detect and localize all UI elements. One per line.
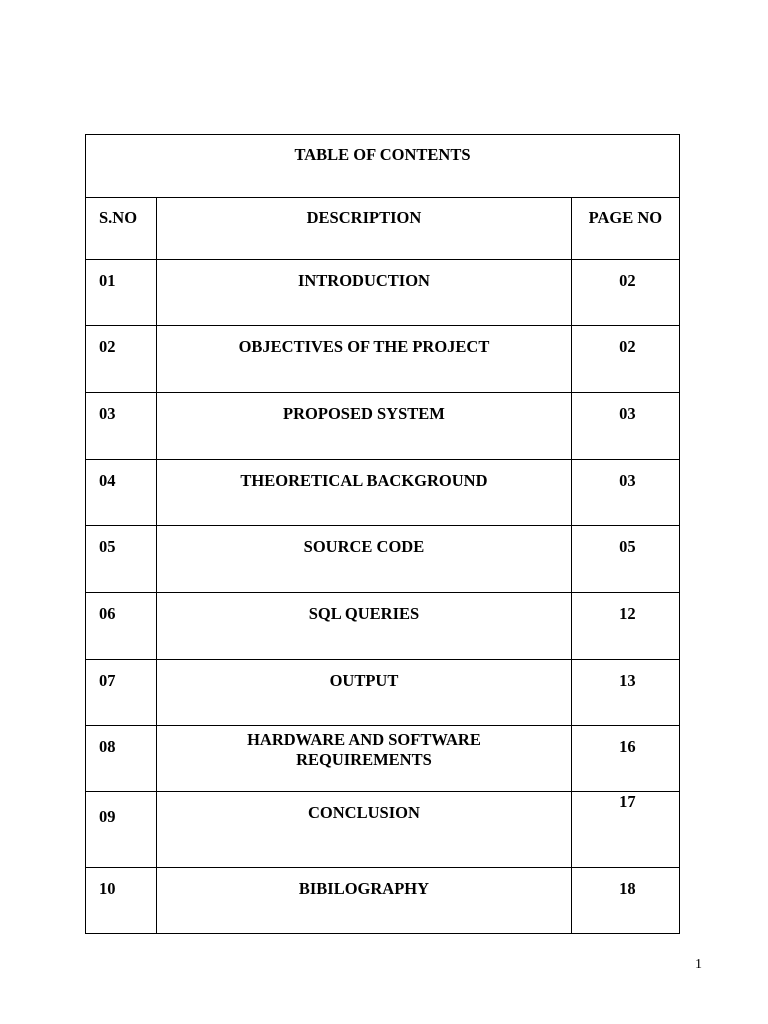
header-description: DESCRIPTION: [306, 208, 422, 227]
toc-title: TABLE OF CONTENTS: [294, 145, 471, 164]
row-sno: 10: [99, 879, 116, 898]
table-row: [86, 868, 680, 934]
table-row: [86, 326, 680, 393]
table-row: [86, 526, 680, 593]
row-page: 05: [619, 537, 636, 556]
row-description: SQL QUERIES: [308, 604, 420, 623]
header-row: [86, 198, 680, 260]
row-description: INTRODUCTION: [297, 271, 430, 290]
table-row: [86, 460, 680, 526]
row-page: 13: [619, 671, 636, 690]
table-row: [86, 393, 680, 460]
table-row: [86, 726, 680, 792]
row-description: BIBILOGRAPHY: [298, 879, 430, 898]
header-page-no: PAGE NO: [588, 208, 663, 227]
row-description: HARDWARE AND SOFTWARE REQUIREMENTS: [247, 730, 481, 769]
table-row: [86, 660, 680, 726]
row-sno: 03: [99, 404, 116, 423]
row-sno: 06: [99, 604, 116, 623]
header-description-cell: [157, 198, 572, 260]
row-page: 12: [619, 604, 636, 623]
row-description: SOURCE CODE: [303, 537, 425, 556]
header-sno-cell: [86, 198, 157, 260]
row-page: 16: [619, 737, 636, 756]
row-page: 02: [619, 337, 636, 356]
table-row: [86, 593, 680, 660]
row-sno: 02: [99, 337, 116, 356]
row-sno: 09: [99, 807, 116, 826]
header-page-cell: [571, 198, 679, 260]
table-row: [86, 260, 680, 326]
page-number: 1: [695, 957, 702, 972]
table-row: [86, 792, 680, 868]
row-sno: 08: [99, 737, 116, 756]
row-page: 02: [619, 271, 636, 290]
row-page: 03: [619, 404, 636, 423]
row-description: CONCLUSION: [308, 803, 420, 822]
row-description: OBJECTIVES OF THE PROJECT: [238, 337, 490, 356]
row-description: THEORETICAL BACKGROUND: [240, 471, 488, 490]
row-sno: 05: [99, 537, 116, 556]
row-description: OUTPUT: [329, 671, 399, 690]
row-description: PROPOSED SYSTEM: [283, 404, 445, 423]
row-sno: 04: [99, 471, 116, 490]
row-page: 18: [619, 879, 636, 898]
row-page: 03: [619, 471, 636, 490]
toc-title-cell: [86, 135, 680, 198]
row-page: 17: [619, 792, 636, 811]
header-sno: S.NO: [99, 208, 138, 227]
row-sno: 07: [99, 671, 116, 690]
row-sno: 01: [99, 271, 116, 290]
table-of-contents: [85, 134, 680, 934]
